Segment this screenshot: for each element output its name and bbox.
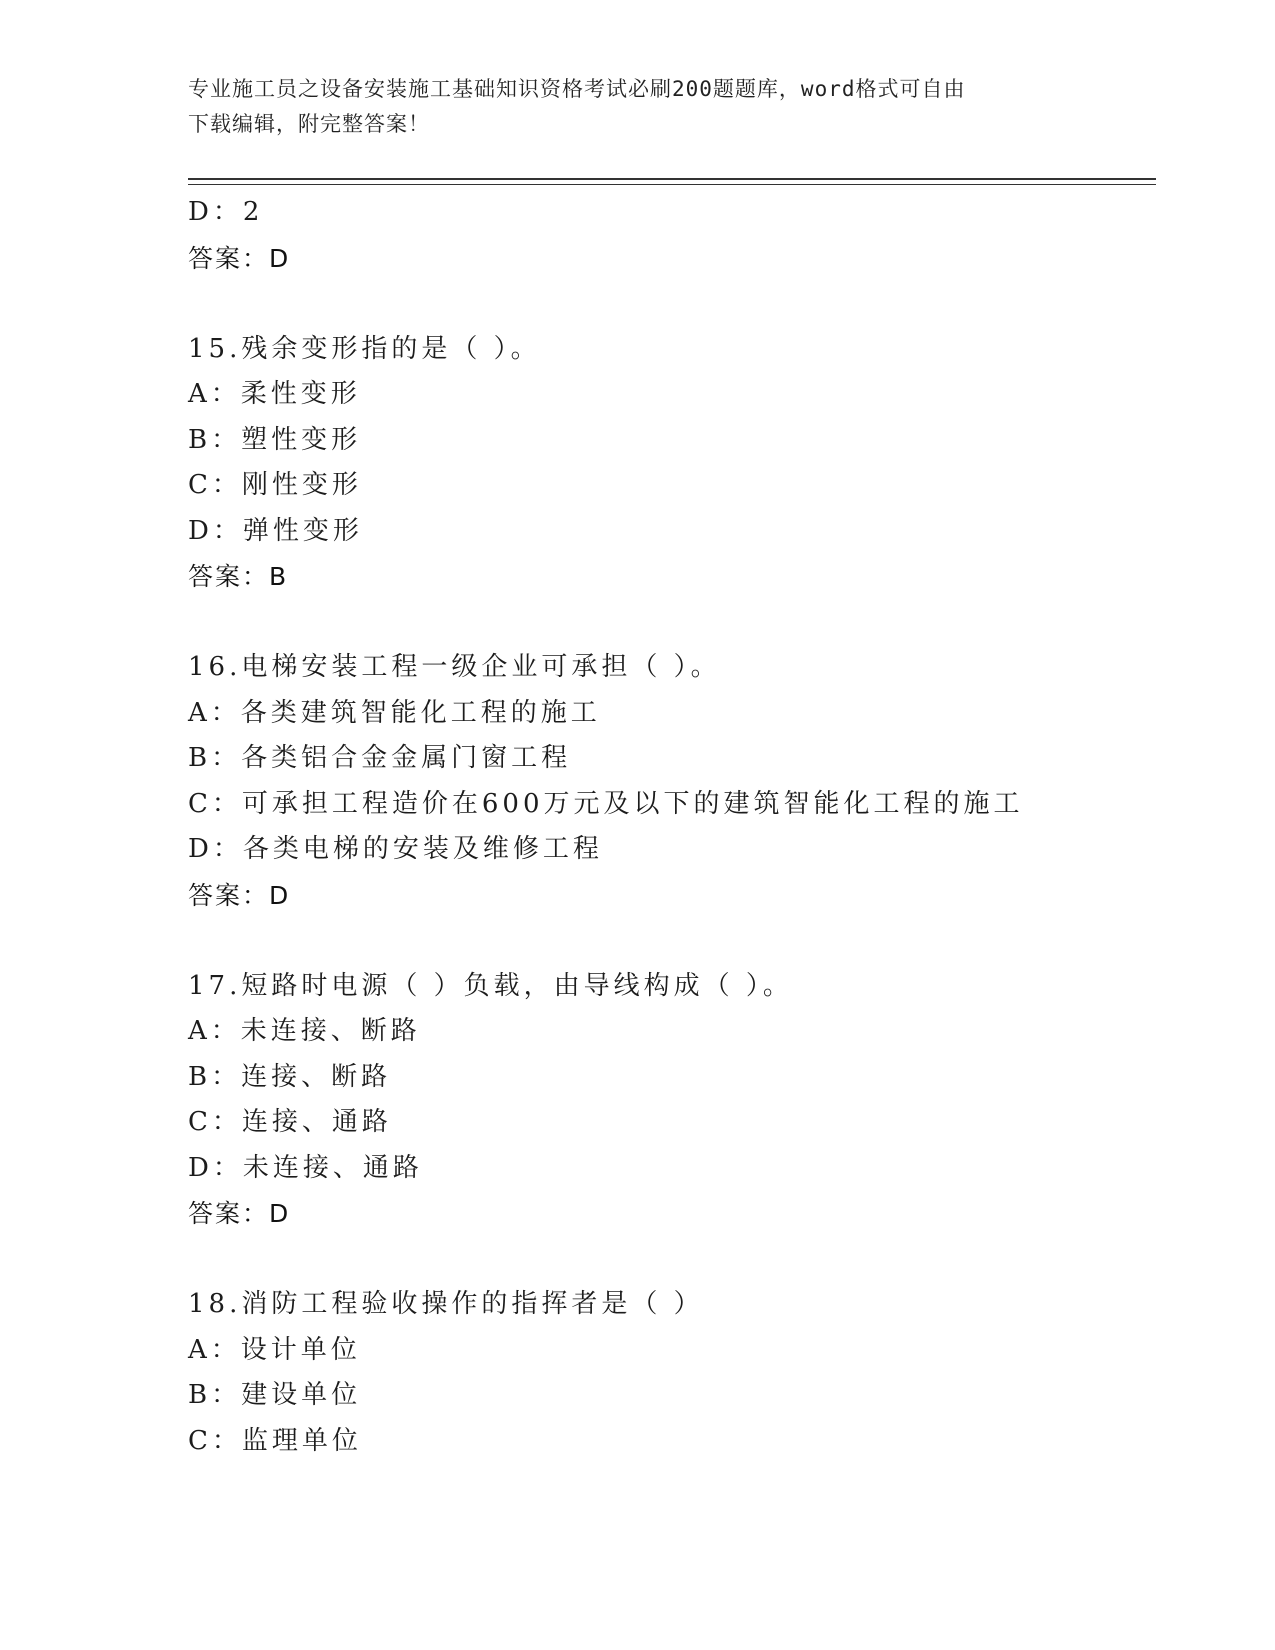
option-b: B：塑性变形 [188,424,362,455]
option-d: D：2 [188,197,264,227]
option-c: C：连接、通路 [188,1107,392,1137]
question-15 [188,327,1156,600]
option-c: C：刚性变形 [188,470,362,500]
question-stem: 16.电梯安装工程一级企业可承担（ ）。 [188,652,721,682]
spacer [188,600,1156,646]
option-a: A：各类建筑智能化工程的施工 [188,697,601,728]
question-stem: 18.消防工程验收操作的指挥者是（ ） [188,1289,704,1319]
option-a: A：设计单位 [188,1334,361,1365]
question-stem: 15.残余变形指的是（ ）。 [188,333,541,364]
header-title-line-1: 专业施工员之设备安装施工基础知识资格考试必刷200题题库，word格式可自由 [188,77,966,101]
question-18 [188,1282,1156,1464]
answer-line: 答案：D [188,243,291,273]
option-b: B：各类铝合金金属门窗工程 [188,743,572,773]
option-d: D：弹性变形 [188,515,363,546]
spacer [188,1237,1156,1283]
carryover-block [188,190,1156,281]
option-a: A：柔性变形 [188,379,361,409]
question-content [188,190,1156,1464]
document-header [188,72,1088,142]
option-d: D：未连接、通路 [188,1152,423,1183]
header-divider-thick [188,178,1156,180]
option-c: C：可承担工程造价在600万元及以下的建筑智能化工程的施工 [188,788,1024,819]
answer-line: 答案：D [188,1199,291,1228]
spacer [188,281,1156,327]
question-17 [188,964,1156,1237]
answer-line: 答案：D [188,880,291,910]
header-title-line-2: 下载编辑，附完整答案！ [188,112,430,136]
option-d: D：各类电梯的安装及维修工程 [188,834,603,864]
answer-line: 答案：B [188,562,289,591]
spacer [188,918,1156,964]
question-stem: 17.短路时电源（ ）负载，由导线构成（ ）。 [188,970,793,1001]
question-16 [188,645,1156,918]
option-a: A：未连接、断路 [188,1016,421,1046]
option-b: B：连接、断路 [188,1061,392,1092]
option-b: B：建设单位 [188,1380,362,1410]
option-c: C：监理单位 [188,1425,362,1456]
header-divider-thin [188,184,1156,185]
